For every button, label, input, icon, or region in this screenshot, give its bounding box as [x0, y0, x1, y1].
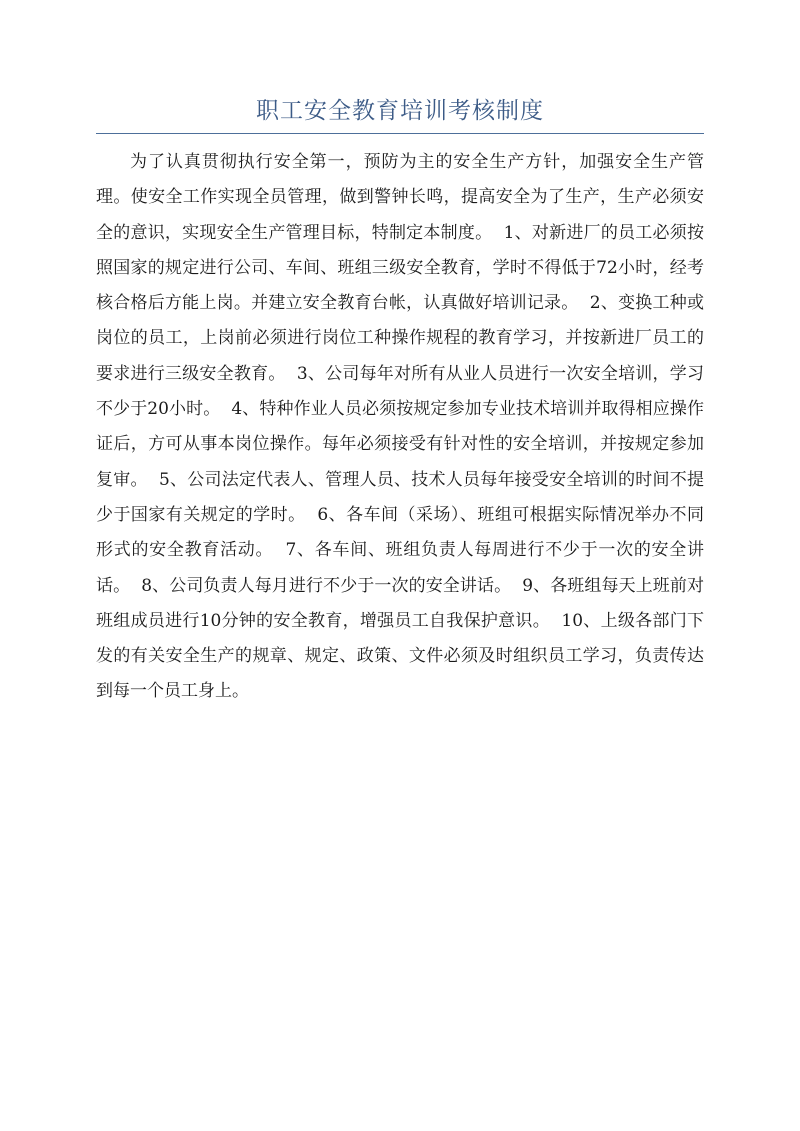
title-underline: [96, 133, 704, 134]
document-body: 为了认真贯彻执行安全第一，预防为主的安全生产方针，加强安全生产管理。使安全工作实现全员管理，做到警钟长鸣，提高安全为了生产，生产必须安全的意识，实现安全生产管理目标，特制定本制度。 1、对新进厂的员工必须按照国家的规定进行公司、车间、班组三级安全教育，学时不得低于72小时，经考核合格后方能上岗。并建立安全教育台帐，认真做好培训记录。 2、变换工种或岗位的员工，上岗前必须进行岗位工种操作规程的教育学习，并按新进厂员工的要求进行三级安全教育。 3、公司每年对所有从业人员进行一次安全培训，学习不少于20小时。 4、特种作业人员必须按规定参加专业技术培训并取得相应操作证后，方可从事本岗位操作。每年必须接受有针对性的安全培训，并按规定参加复审。 5、公司法定代表人、管理人员、技术人员每年接受安全培训的时间不提少于国家有关规定的学时。 6、各车间（采场）、班组可根据实际情况举办不同形式的安全教育活动。 7、各车间、班组负责人每周进行不少于一次的安全讲话。 8、公司负责人每月进行不少于一次的安全讲话。 9、各班组每天上班前对班组成员进行10分钟的安全教育，增强员工自我保护意识。 10、上级各部门下发的有关安全生产的规章、规定、政策、文件必须及时组织员工学习，负责传达到每一个员工身上。: [96, 152, 704, 702]
document-title: 职工安全教育培训考核制度: [256, 98, 544, 124]
